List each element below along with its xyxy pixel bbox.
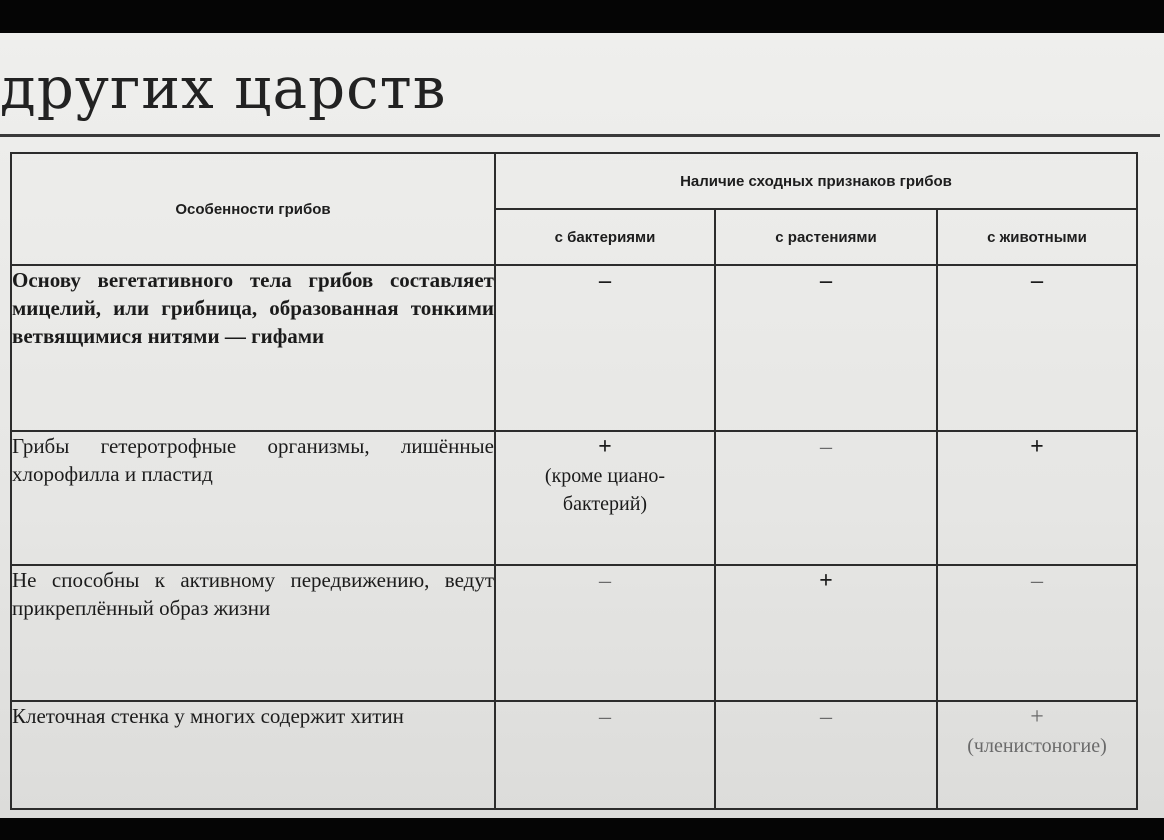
header-features: Особенности грибов (11, 153, 495, 265)
mark: – (599, 568, 611, 594)
table-row (11, 701, 1137, 809)
plants-cell (715, 565, 937, 701)
mark: – (820, 434, 832, 460)
mark: – (1031, 268, 1043, 294)
feature-cell: Клеточная стенка у многих содержит хитин (11, 701, 495, 809)
top-black-bar (0, 0, 1164, 33)
note: (членистоногие) (967, 735, 1107, 757)
animals-cell (937, 701, 1137, 809)
plants-cell (715, 431, 937, 565)
page-heading: других царств (0, 54, 447, 122)
bottom-black-bar (0, 818, 1164, 840)
header-animals: с животными (937, 209, 1137, 265)
heading-rule (0, 134, 1160, 137)
table-row (11, 265, 1137, 431)
table-row (11, 565, 1137, 701)
plants-cell (715, 701, 937, 809)
fungi-features-table (10, 152, 1138, 810)
mark: – (1031, 568, 1043, 594)
header-similarity-group: Наличие сходных признаков грибов (495, 153, 1137, 209)
plants-cell (715, 265, 937, 431)
mark: – (599, 704, 611, 730)
header-plants: с растениями (715, 209, 937, 265)
bacteria-cell (495, 431, 715, 565)
bacteria-cell (495, 701, 715, 809)
mark: – (599, 268, 611, 294)
bacteria-cell (495, 565, 715, 701)
mark: – (820, 704, 832, 730)
bacteria-cell (495, 265, 715, 431)
mark: – (820, 268, 832, 294)
note: (кроме циано-бактерий) (544, 465, 666, 515)
animals-cell (937, 565, 1137, 701)
animals-cell (937, 431, 1137, 565)
mark: + (598, 434, 612, 460)
feature-cell: Грибы гетеротрофные организмы, лишённые хлорофилла и пластид (11, 431, 495, 565)
table-row (11, 431, 1137, 565)
feature-cell: Основу вегетативного тела грибов составляет мицелий, или грибница, образованная тонкими ветвящимися нитями — гифами (11, 265, 495, 431)
mark: + (1030, 434, 1044, 460)
feature-cell: Не способны к активному передвижению, ведут прикреплённый образ жизни (11, 565, 495, 701)
header-bacteria: с бактериями (495, 209, 715, 265)
animals-cell (937, 265, 1137, 431)
mark: + (1030, 704, 1044, 730)
mark: + (819, 568, 833, 594)
